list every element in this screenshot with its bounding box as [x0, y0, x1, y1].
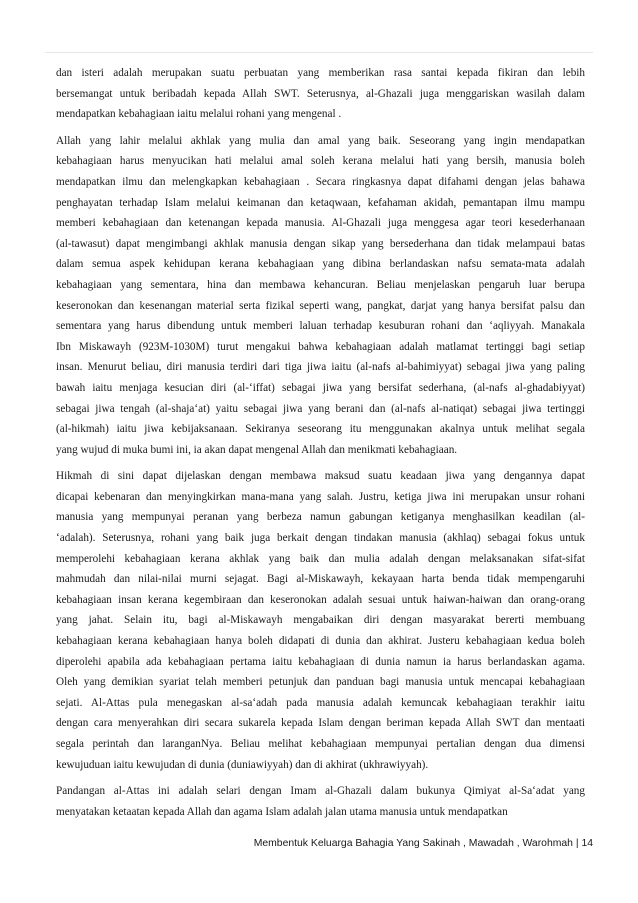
paragraph [56, 466, 585, 775]
text-line: segala perintah dan laranganNya. Beliau melihat kebahagiaan mempunyai pertalian dengan dua dimensi [56, 738, 585, 750]
text-line: yang wujud di muka bumi ini, ia akan dapat mengenal Allah dan menikmati kebahagiaan. [56, 443, 458, 456]
text-line: yang jahat. Selain itu, bagi al-Miskawayh mengabaikan diri dengan masyarakat bererti membuang [56, 614, 585, 627]
header-rule [45, 52, 593, 53]
page-number: 14 [581, 838, 593, 849]
paragraph [56, 63, 585, 125]
text-line: memberi kebahagiaan dan ketenangan kepada manusia. Al-Ghazali juga menggesa agar teori kesederhanaan [56, 217, 585, 230]
text-line: insan. Menurut beliau, diri manusia terdiri dari tiga jiwa iaitu (al-nafs al-bahimiyyat) sebagai jiwa yang paling [56, 361, 585, 374]
text-line: Oleh yang demikian syariat telah memberi petunjuk dan panduan bagi manusia untuk mencapai kebahagiaan [56, 676, 585, 689]
text-line: dicapai kebenaran dan menyingkirkan mana-mana yang salah. Justru, ketiga jiwa ini merupakan unsur rohani [56, 490, 585, 503]
text-line: kebahagiaan kerana kebahagiaan hanya boleh didapati di dunia dan akhirat. Justeru kebahagiaan kedua boleh [56, 635, 585, 648]
text-line: manusia yang mempunyai peranan yang berbeza namun gabungan ketiganya menghasilkan keadilan (al- [56, 511, 585, 524]
text-line: Ibn Miskawayh (923M-1030M) turut mengakui bahwa kebahagiaan adalah matlamat tertinggi bagi setiap [56, 340, 585, 353]
text-line: menyatakan ketaatan kepada Allah dan agama Islam adalah jalan utama manusia untuk mendapatkan [56, 805, 508, 818]
text-line: sebagai jiwa tengah (al-shaja‘at) yaitu sebagai jiwa yang berani dan (al-nafs al-natiqat) sebagai jiwa tertinggi [56, 402, 585, 415]
text-line: bersemangat untuk beribadah kepada Allah SWT. Seterusnya, al-Ghazali juga menggariskan wasilah dalam [56, 87, 585, 100]
text-line: Pandangan al-Attas ini adalah selari dengan Imam al-Ghazali dalam bukunya Qimiyat al-Sa‘adat yang [56, 785, 585, 798]
text-line: mendapatkan ilmu dan melengkapkan kebahagiaan . Secara ringkasnya dapat difahami dengan jelas bahawa [56, 175, 585, 188]
text-line: mendapatkan kebahagiaan iaitu melalui rohani yang mengenal . [56, 108, 342, 121]
document-body [56, 63, 585, 828]
text-line: diperolehi apabila ada kebahagiaan pertama iaitu kebahagiaan di dunia namun ia harus berlandaskan agama. [56, 655, 585, 668]
text-line: kebahagiaan harus menyucikan hati melalui amal soleh kerana melalui hati yang bersih, manusia boleh [56, 155, 585, 168]
paragraph [56, 781, 585, 822]
text-line: mahmudah dan nilai-nilai murni sejagat. Bagi al-Miskawayh, kekayaan harta benda tidak mempengaruhi [56, 573, 585, 586]
text-line: bawah iaitu menjaga kesucian diri (al-‘iffat) sebagai jiwa yang bersifat sederhana, (al-nafs al-ghadabiyyat) [56, 381, 585, 394]
text-line: (al-hikmah) iaitu jiwa kebijaksanaan. Sekiranya seseorang itu menggunakan akalnya untuk melihat segala [56, 423, 585, 436]
text-line: dengan cara menyerahkan diri secara sukarela kepada Islam dengan beriman kepada Allah SWT dan mentaati [56, 717, 585, 730]
footer-separator: | [575, 838, 579, 849]
text-line: memperolehi kebahagiaan kerana akhlak yang baik dan mulia adalah dengan melaksanakan sifat-sifat [56, 552, 585, 565]
text-line: dalam semua aspek kehidupan kerana kebahagiaan yang dibina berlandaskan nafsu semata-mata adalah [56, 258, 585, 271]
text-line: kebahagiaan yang sementara, hina dan membawa kehancuran. Beliau menjelaskan pengaruh luar berupa [56, 278, 585, 291]
text-line: dan isteri adalah merupakan suatu perbuatan yang memberikan rasa santai kepada fikiran dan lebih [56, 67, 585, 79]
text-line: ‘adalah). Seterusnya, rohani yang baik juga berkait dengan tindakan manusia (akhlaq) sebagai fokus untuk [56, 532, 585, 545]
text-line: Hikmah di sini dapat dijelaskan dengan membawa maksud suatu keadaan jiwa yang dengannya dapat [56, 470, 585, 483]
text-line: kebahagiaan insan kerana kegembiraan dan keseronokan adalah sesuai untuk haiwan-haiwan dan orang-orang [56, 593, 585, 606]
footer-title: Membentuk Keluarga Bahagia Yang Sakinah , Mawadah , Warohmah [253, 838, 573, 849]
text-line: sejati. Al-Attas pula menegaskan al-sa‘adah pada manusia adalah kemuncak kebahagiaan terakhir iaitu [56, 696, 585, 709]
page-footer [254, 838, 593, 849]
text-line: Allah yang lahir melalui akhlak yang mulia dan amal yang baik. Seseorang yang ingin mendapatkan [56, 134, 585, 147]
text-line: (al-tawasut) dapat mengimbangi akhlak manusia dengan sikap yang bersederhana dan tidak melampaui batas [56, 237, 585, 250]
text-line: keseronokan dan kesenangan material serta fizikal seperti wang, pangkat, darjat yang hanya bersifat palsu dan [56, 299, 585, 312]
text-line: sementara yang harus dibendung untuk memberi laluan terhadap kesuburan rohani dan ‘aqliyyah. Manakala [56, 320, 585, 333]
text-line: penghayatan terhadap Islam melalui keimanan dan ketaqwaan, kefahaman akidah, pemantapan ilmu mampu [56, 196, 585, 209]
paragraph [56, 131, 585, 461]
text-line: kewujuduan iaitu kewujudan di dunia (duniawiyyah) dan di akhirat (ukhrawiyyah). [56, 758, 429, 771]
